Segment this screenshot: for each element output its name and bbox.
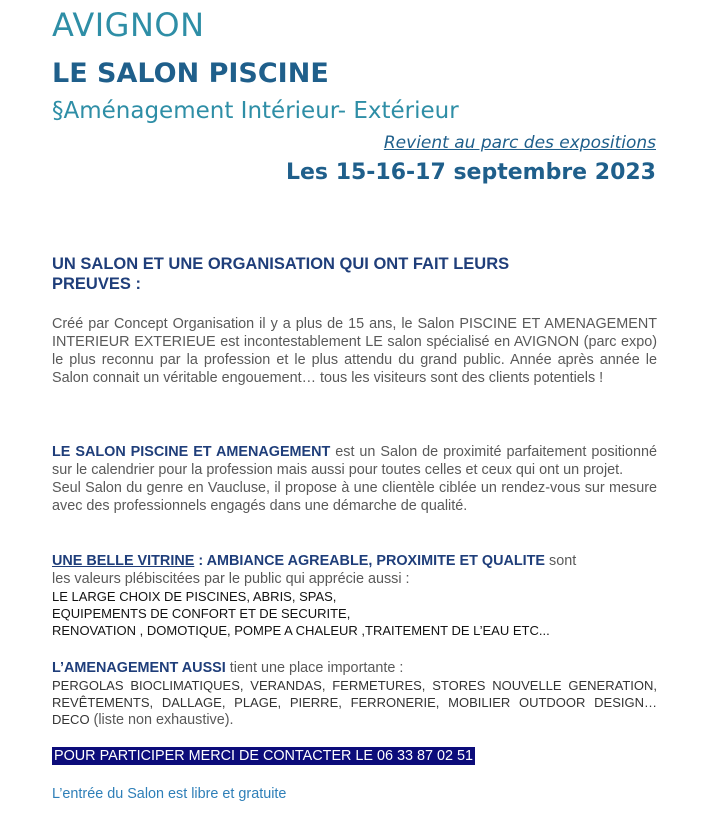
amenagement-list [52,677,657,729]
free-entry-note: L’entrée du Salon est libre et gratuite [52,786,287,802]
salon-vaucluse-text: Seul Salon du genre en Vaucluse, il propose à une clientèle ciblée un rendez-vous sur mesure avec des professionnels engagés dans une démarche de qualité. [52,480,657,514]
venue-line: Revient au parc des expositions [383,133,656,153]
vitrine-text1: sont [545,553,577,569]
vitrine-list-item: EQUIPEMENTS DE CONFORT ET DE SECURITE, [52,606,351,621]
amenagement-caps: PERGOLAS BIOCLIMATIQUES, VERANDAS, FERMETURES, STORES NOUVELLE GENERATION, REVÊTEMENTS, DALLAGE, PLAGE, PIERRE, FERRONERIE, MOBILIER OUTDOOR DESIGN… DECO [52,678,657,727]
salon-description-paragraph [52,443,657,515]
contact-banner: POUR PARTICIPER MERCI DE CONTACTER LE 06 33 87 02 51 [54,748,474,764]
section-heading-line1: UN SALON ET UNE ORGANISATION QUI ONT FAIT LEURS [52,255,510,273]
salon-name-bold: LE SALON PISCINE ET AMENAGEMENT [52,444,331,460]
city-title: AVIGNON [52,6,205,44]
dates-suffix: septembre 2023 [445,160,656,185]
dates-prefix: Les [285,160,336,185]
vitrine-underlined: UNE BELLE VITRINE [52,553,195,569]
section-heading-line2: PREUVES : [52,275,141,293]
salon-title: LE SALON PISCINE [52,58,329,89]
salon-description-text: est un Salon de proximité parfaitement positionné sur le calendrier pour la profession mais aussi pour toutes celles et ceux qui ont un projet. [52,444,657,478]
intro-paragraph: Créé par Concept Organisation il y a plus de 15 ans, le Salon PISCINE ET AMENAGEMENT INTERIEUR EXTERIEUE est incontestablement LE salon spécialisé en AVIGNON (parc expo) le plus reconnu par la profession et le plus attendu du grand public. Année après année le Salon connait un véritable engouement… tous les visiteurs sont des clients potentiels ! [52,316,657,386]
vitrine-list-item: LE LARGE CHOIX DE PISCINES, ABRIS, SPAS, [52,589,337,604]
amenagement-tail: (liste non exhaustive). [89,712,234,728]
event-dates [286,160,656,185]
section-heading [52,254,612,294]
salon-subtitle: §Aménagement Intérieur- Extérieur [52,98,459,124]
amenagement-text1: tient une place importante : [225,660,404,676]
amenagement-bold: L’AMENAGEMENT AUSSI [52,660,226,676]
dates-days: 15-16-17 [335,160,446,185]
vitrine-paragraph [52,552,657,639]
vitrine-list-item: RENOVATION , DOMOTIQUE, POMPE A CHALEUR ,TRAITEMENT DE L’EAU ETC... [52,623,550,638]
vitrine-bold: : AMBIANCE AGREABLE, PROXIMITE ET QUALITE [194,553,546,569]
vitrine-text2: les valeurs plébiscitées par le public qui apprécie aussi : [52,571,410,587]
amenagement-paragraph [52,659,657,729]
